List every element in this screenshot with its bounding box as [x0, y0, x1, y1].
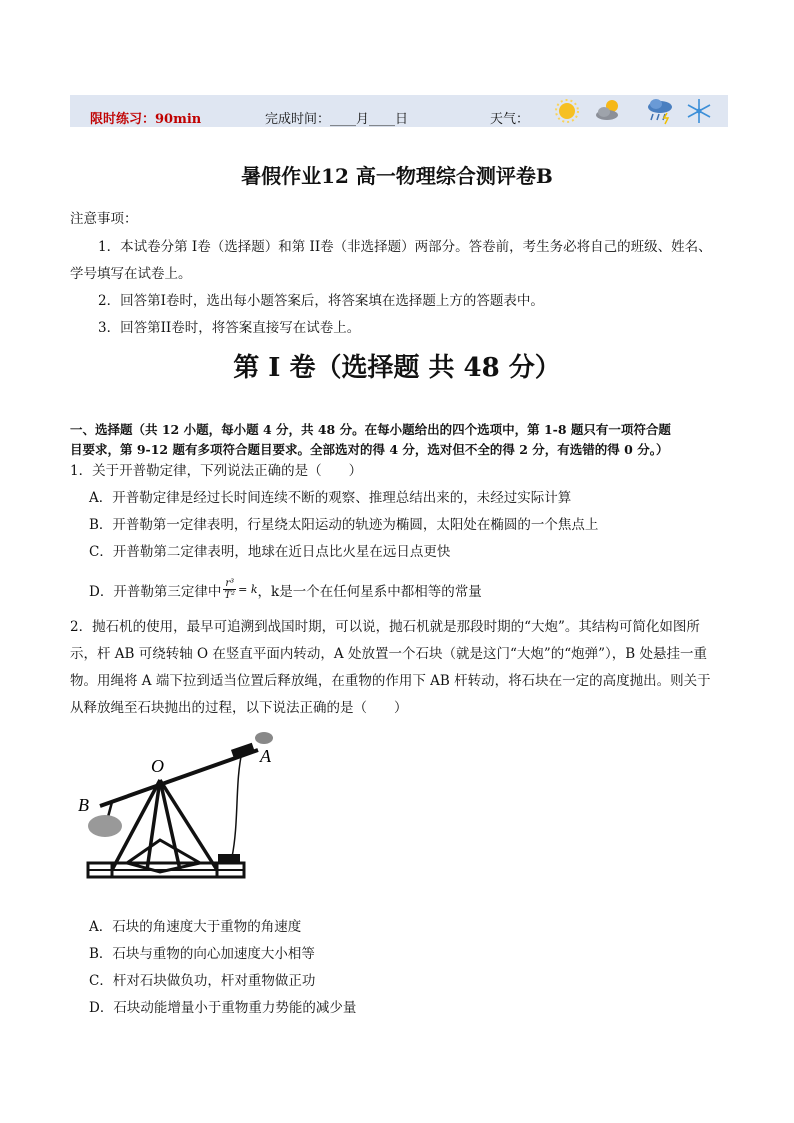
kepler-fraction	[223, 578, 236, 601]
question-2-line-3: 物。用绳将 A 端下拉到适当位置后释放绳，在重物的作用下 AB 杆转动，将石块在一定的高度抛出。则关于	[70, 673, 711, 689]
page-title: 暑假作业12 高一物理综合测评卷B	[241, 164, 553, 188]
question-1-option-b: B．开普勒第一定律表明，行星绕太阳运动的轨迹为椭圆，太阳处在椭圆的一个焦点上	[89, 517, 599, 533]
note-item-3: 3．回答第II卷时，将答案直接写在试卷上。	[98, 320, 361, 336]
pivot-o	[158, 782, 163, 787]
rope-anchor	[218, 854, 240, 863]
instructions-line-2: 目要求，第 9-12 题有多项符合题目要求。全部选对的得 4 分，选对但不全的得 2 分，有选错的得 0 分。）	[70, 442, 669, 457]
header-banner	[70, 95, 728, 127]
time-limit-label: 限时练习：90min	[90, 112, 202, 127]
instructions-line-1: 一、选择题（共 12 小题，每小题 4 分，共 48 分。在每小题给出的四个选项中，第 1-8 题只有一项符合题	[70, 422, 671, 437]
question-2-option-b: B．石块与重物的向心加速度大小相等	[89, 946, 315, 962]
label-a: A	[260, 746, 271, 766]
trebuchet-figure	[72, 722, 292, 892]
weather-label: 天气：	[490, 112, 530, 127]
question-2-option-c: C．杆对石块做负功，杆对重物做正功	[89, 973, 316, 989]
question-2-line-2: 示，杆 AB 可绕转轴 O 在竖直平面内转动，A 处放置一个石块（就是这门“大炮”的“炮弹”），B 处悬挂一重	[70, 646, 708, 662]
section-title: 第 I 卷（选择题 共 48 分）	[233, 353, 561, 383]
thunderstorm-icon	[643, 95, 677, 127]
label-b: B	[78, 795, 89, 815]
fraction-equals: = k	[238, 583, 258, 596]
question-1-option-c: C．开普勒第二定律表明，地球在近日点比火星在远日点更快	[89, 544, 451, 560]
stone	[255, 732, 273, 744]
question-2-option-a: A．石块的角速度大于重物的角速度	[89, 919, 302, 935]
snowflake-icon	[682, 95, 716, 127]
question-1-option-a: A．开普勒定律是经过长时间连续不断的观察、推理总结出来的，未经过实际计算	[89, 490, 572, 506]
sunny-icon	[550, 95, 584, 127]
partly-cloudy-icon	[592, 95, 626, 127]
question-2-line-4: 从释放绳至石块抛出的过程，以下说法正确的是（ ）	[70, 700, 408, 716]
label-o: O	[151, 756, 164, 776]
fraction-denominator: T²	[224, 590, 236, 601]
option-d-prefix: D．开普勒第三定律中	[89, 583, 222, 600]
note-item-2: 2．回答第I卷时，选出每小题答案后，将答案填在选择题上方的答题表中。	[98, 293, 544, 309]
question-2-option-d: D．石块动能增量小于重物重力势能的减少量	[89, 1000, 357, 1016]
notes-heading: 注意事项：	[70, 211, 138, 227]
question-1-stem: 1．关于开普勒定律，下列说法正确的是（ ）	[70, 463, 363, 479]
note-item-1-line-2: 学号填写在试卷上。	[70, 266, 192, 282]
completion-time-label: 完成时间：____月____日	[265, 112, 409, 127]
question-1-option-d	[89, 578, 482, 601]
question-2-line-1: 2．抛石机的使用，最早可追溯到战国时期，可以说，抛石机就是那段时期的“大炮”。其结构可简化如图所	[70, 619, 700, 635]
note-item-1-line-1: 1．本试卷分第 I卷（选择题）和第 II卷（非选择题）两部分。答卷前，考生务必将自己的班级、姓名、	[98, 239, 712, 255]
trebuchet-frame	[112, 780, 217, 870]
rope	[232, 752, 242, 857]
counterweight	[88, 815, 122, 837]
option-d-suffix: ，k是一个在任何星系中都相等的常量	[257, 583, 482, 600]
fraction-numerator: r³	[225, 578, 235, 589]
